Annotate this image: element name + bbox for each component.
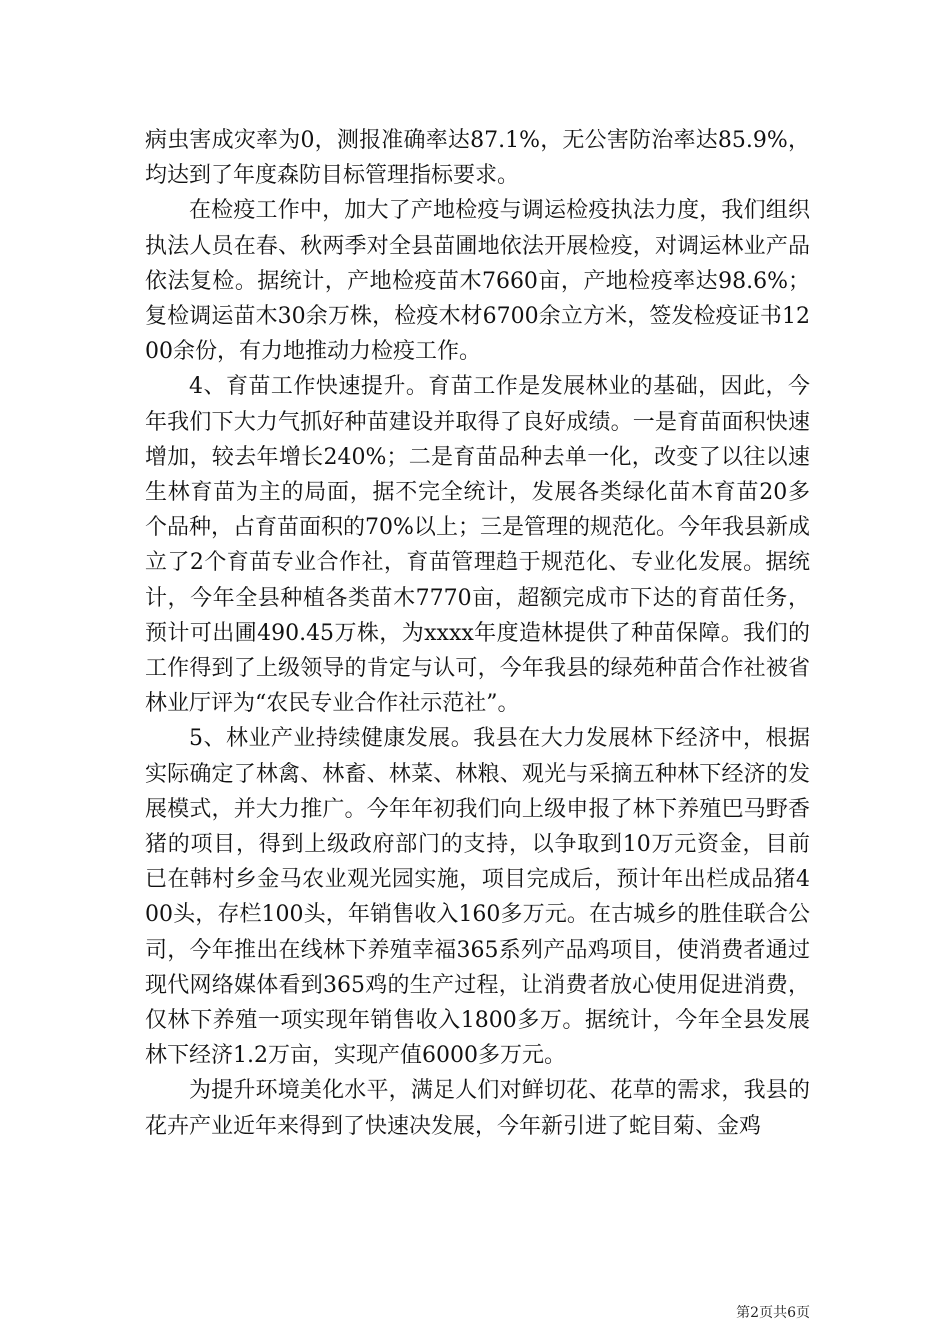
paragraph-forestry-industry: 5、林业产业持续健康发展。我县在大力发展林下经济中，根据实际确定了林禽、林畜、林菜、林粮、观光与采摘五种林下经济的发展模式，并大力推广。今年年初我们向上级申报了林下养殖巴马野香猪的项目，得到上级政府部门的支持，以争取到10万元资金，目前已在韩村乡金马农业观光园实施，项目完成后，预计年出栏成品猪400头，存栏100头，年销售收入160多万元。在古城乡的胜佳联合公司，今年推出在线林下养殖幸福365系列产品鸡项目，使消费者通过现代网络媒体看到365鸡的生产过程，让消费者放心使用促进消费，仅林下养殖一项实现年销售收入1800多万。据统计，今年全县发展林下经济1.2万亩，实现产值6000多万元。 [145, 726, 810, 1069]
paragraph-seedling-work: 4、育苗工作快速提升。育苗工作是发展林业的基础，因此，今年我们下大力气抓好种苗建设并取得了良好成绩。一是育苗面积快速增加，较去年增长240%；二是育苗品种去单一化，改变了以往以速生林育苗为主的局面，据不完全统计，发展各类绿化苗木育苗20多个品种，占育苗面积的70%以上；三是管理的规范化。今年我县新成立了2个育苗专业合作社，育苗管理趋于规范化、专业化发展。据统计，今年全县种植各类苗木7770亩，超额完成市下达的育苗任务，预计可出圃490.45万株，为xxxx年度造林提供了种苗保障。我们的工作得到了上级领导的肯定与认可，今年我县的绿苑种苗合作社被省林业厅评为“农民专业合作社示范社”。 [145, 374, 810, 717]
paragraph-flower-industry: 为提升环境美化水平，满足人们对鲜切花、花草的需求，我县的花卉产业近年来得到了快速决发展，今年新引进了蛇目菊、金鸡 [145, 1078, 810, 1139]
document-body [145, 123, 810, 1144]
paragraph-pest-control-results: 病虫害成灾率为0，测报准确率达87.1%，无公害防治率达85.9%，均达到了年度森防目标管理指标要求。 [145, 128, 810, 189]
paragraph-quarantine-work: 在检疫工作中，加大了产地检疫与调运检疫执法力度，我们组织执法人员在春、秋两季对全县苗圃地依法开展检疫，对调运林业产品依法复检。据统计，产地检疫苗木7660亩，产地检疫率达98.6%；复检调运苗木30余万株，检疫木材6700余立方米，签发检疫证书1200余份，有力地推动力检疫工作。 [145, 198, 810, 365]
page-number-footer: 第2页共6页 [736, 1305, 810, 1321]
